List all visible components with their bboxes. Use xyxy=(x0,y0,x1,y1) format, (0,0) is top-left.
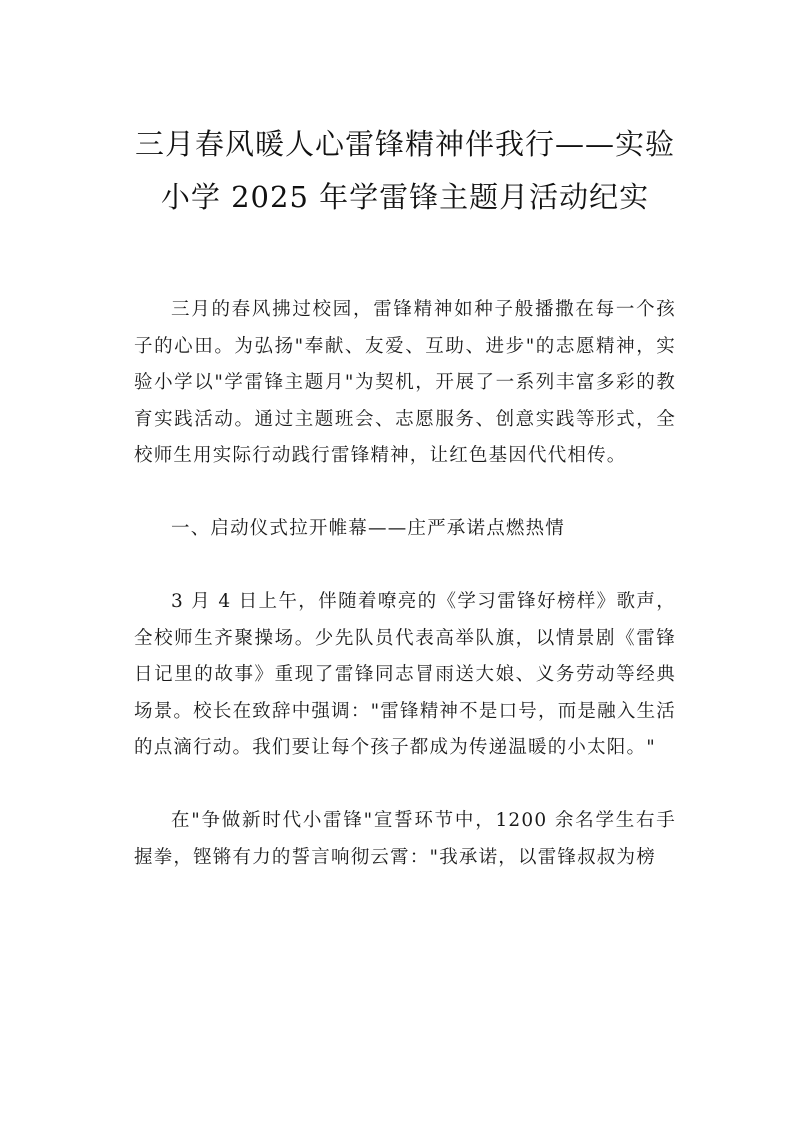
section-1-paragraph-2: 在"争做新时代小雷锋"宣誓环节中，1200 余名学生右手握拳，铿锵有力的誓言响彻云霄："我承诺，以雷锋叔叔为榜 xyxy=(134,810,676,868)
section-1-paragraph-1: 3 月 4 日上午，伴随着嘹亮的《学习雷锋好榜样》歌声，全校师生齐聚操场。少先队员代表高举队旗，以情景剧《雷锋日记里的故事》重现了雷锋同志冒雨送大娘、义务劳动等经典场景。校长在致辞中强调："雷锋精神不是口号，而是融入生活的点滴行动。我们要让每个孩子都成为传递温暖的小太阳。" xyxy=(134,591,676,758)
document-title xyxy=(134,118,676,224)
intro-paragraph: 三月的春风拂过校园，雷锋精神如种子般播撒在每一个孩子的心田。为弘扬"奉献、友爱、互助、进步"的志愿精神，实验小学以"学雷锋主题月"为契机，开展了一系列丰富多彩的教育实践活动。通过主题班会、志愿服务、创意实践等形式，全校师生用实际行动践行雷锋精神，让红色基因代代相传。 xyxy=(134,299,676,466)
title-line-2: 小学 2025 年学雷锋主题月活动纪实 xyxy=(160,180,650,214)
title-line-1: 三月春风暖人心雷锋精神伴我行——实验 xyxy=(134,127,675,161)
section-1-heading: 一、启动仪式拉开帷幕——庄严承诺点燃热情 xyxy=(171,518,566,539)
